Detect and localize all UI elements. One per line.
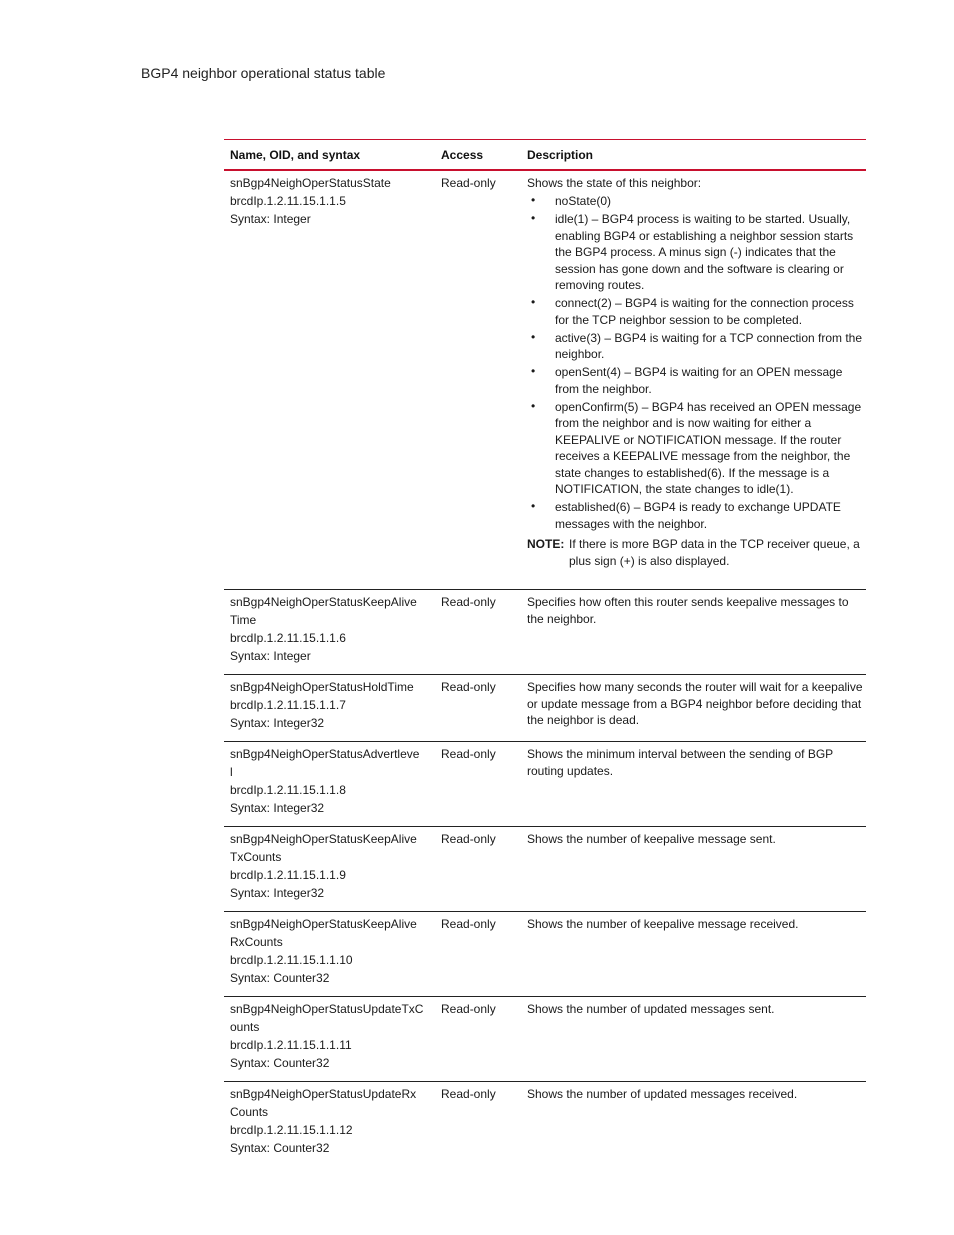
description-text: Shows the minimum interval between the sending of BGP routing updates. (527, 747, 833, 778)
cell-access: Read-only (441, 680, 496, 694)
name-line: snBgp4NeighOperStatusUpdateTxC (230, 1002, 424, 1016)
name-line: Syntax: Integer32 (230, 716, 325, 730)
name-line: ounts (230, 1020, 260, 1034)
state-list (527, 193, 864, 532)
name-line: Syntax: Counter32 (230, 971, 330, 985)
cell-name-oid-syntax (224, 675, 435, 741)
name-line: snBgp4NeighOperStatusKeepAlive (230, 917, 417, 931)
description-text: Specifies how many seconds the router will wait for a keepalive or update message from a BGP4 neighbor before deciding that the neighbor is dead. (527, 680, 863, 727)
bullet-icon: • (531, 499, 536, 513)
cell-description (521, 1082, 866, 1166)
state-list-item (527, 364, 864, 397)
state-list-text: active(3) – BGP4 is waiting for a TCP connection from the neighbor. (555, 330, 863, 361)
state-list-item (527, 211, 864, 294)
name-line: brcdIp.1.2.11.15.1.1.8 (230, 783, 346, 797)
table-row (224, 590, 866, 675)
note-label: NOTE: (527, 537, 565, 551)
state-list-text: noState(0) (555, 194, 612, 208)
state-list-text: idle(1) – BGP4 process is waiting to be started. Usually, enabling BGP4 or establishing a neighbor session starts the BGP4 process. A minus sign (-) indicates that the session has gone down and the software is clearing or removing routes. (555, 212, 854, 292)
state-list-item (527, 295, 864, 328)
table-body (224, 171, 866, 1166)
bullet-icon: • (531, 193, 536, 207)
column-header-description: Description (527, 147, 594, 162)
name-line: brcdIp.1.2.11.15.1.1.11 (230, 1038, 352, 1052)
note (527, 536, 864, 569)
table-row (224, 997, 866, 1082)
cell-description (521, 912, 866, 996)
table-row (224, 675, 866, 742)
name-line: brcdIp.1.2.11.15.1.1.5 (230, 194, 346, 208)
state-list-item (527, 330, 864, 363)
table-row (224, 827, 866, 912)
description-text: Shows the number of keepalive message received. (527, 917, 799, 931)
description-text: Shows the number of keepalive message sent. (527, 832, 776, 846)
page-header: BGP4 neighbor operational status table (141, 65, 386, 81)
cell-access: Read-only (441, 1002, 496, 1016)
state-list-text: openSent(4) – BGP4 is waiting for an OPEN message from the neighbor. (555, 365, 843, 396)
cell-access: Read-only (441, 832, 496, 846)
cell-name-oid-syntax (224, 997, 435, 1081)
name-line: Syntax: Integer (230, 212, 311, 226)
bullet-icon: • (531, 211, 536, 225)
name-line: Counts (230, 1105, 269, 1119)
cell-description (521, 590, 866, 674)
cell-name-oid-syntax (224, 171, 435, 589)
name-line: snBgp4NeighOperStatusHoldTime (230, 680, 414, 694)
cell-name-oid-syntax (224, 590, 435, 674)
name-line: Syntax: Counter32 (230, 1056, 330, 1070)
description-text: Specifies how often this router sends keepalive messages to the neighbor. (527, 595, 849, 626)
name-line: snBgp4NeighOperStatusKeepAlive (230, 832, 417, 846)
bullet-icon: • (531, 295, 536, 309)
name-line: TxCounts (230, 850, 282, 864)
table-row (224, 742, 866, 827)
cell-description (521, 827, 866, 911)
state-list-text: connect(2) – BGP4 is waiting for the connection process for the TCP neighbor session to be completed. (555, 296, 854, 327)
cell-name-oid-syntax (224, 827, 435, 911)
state-list-item (527, 499, 864, 532)
name-line: RxCounts (230, 935, 283, 949)
name-line: brcdIp.1.2.11.15.1.1.7 (230, 698, 346, 712)
name-line: brcdIp.1.2.11.15.1.1.10 (230, 953, 353, 967)
state-list-item (527, 399, 864, 498)
cell-description (521, 171, 866, 589)
name-line: Syntax: Integer32 (230, 886, 325, 900)
name-line: brcdIp.1.2.11.15.1.1.6 (230, 631, 346, 645)
description-text: Shows the state of this neighbor: (527, 176, 702, 190)
name-line: snBgp4NeighOperStatusAdvertleve (230, 747, 420, 761)
name-line: brcdIp.1.2.11.15.1.1.9 (230, 868, 346, 882)
cell-access: Read-only (441, 1087, 496, 1101)
name-line: snBgp4NeighOperStatusState (230, 176, 391, 190)
name-line: snBgp4NeighOperStatusUpdateRx (230, 1087, 417, 1101)
cell-access: Read-only (441, 176, 496, 190)
cell-name-oid-syntax (224, 912, 435, 996)
name-line: Syntax: Integer32 (230, 801, 325, 815)
column-header-name: Name, OID, and syntax (230, 147, 361, 162)
state-list-text: openConfirm(5) – BGP4 has received an OPEN message from the neighbor and is now waiting for either a KEEPALIVE or NOTIFICATION message. If the router receives a KEEPALIVE message from the neighbor, the state changes to established(6). If the message is a NOTIFICATION, the state changes to idle(1). (555, 399, 862, 496)
cell-access: Read-only (441, 917, 496, 931)
cell-name-oid-syntax (224, 1082, 435, 1166)
note-text: If there is more BGP data in the TCP receiver queue, a plus sign (+) is also displayed. (569, 537, 860, 568)
cell-description (521, 742, 866, 826)
bullet-icon: • (531, 329, 536, 344)
table-row (224, 171, 866, 590)
state-list-item (527, 193, 864, 210)
name-line: Time (230, 613, 257, 627)
table-header-row (224, 140, 866, 171)
column-header-access: Access (441, 147, 484, 162)
bullet-icon: • (531, 364, 536, 378)
cell-access: Read-only (441, 747, 496, 761)
cell-description (521, 675, 866, 741)
name-line: l (230, 765, 233, 779)
name-line: brcdIp.1.2.11.15.1.1.12 (230, 1123, 353, 1137)
name-line: Syntax: Counter32 (230, 1141, 330, 1155)
description-text: Shows the number of updated messages received. (527, 1087, 798, 1101)
cell-access: Read-only (441, 595, 496, 609)
table-row (224, 912, 866, 997)
cell-name-oid-syntax (224, 742, 435, 826)
cell-description (521, 997, 866, 1081)
bullet-icon: • (531, 398, 536, 413)
state-list-text: established(6) – BGP4 is ready to exchange UPDATE messages with the neighbor. (555, 500, 841, 531)
mib-object-table (224, 139, 866, 1166)
name-line: snBgp4NeighOperStatusKeepAlive (230, 595, 417, 609)
description-text: Shows the number of updated messages sent. (527, 1002, 775, 1016)
name-line: Syntax: Integer (230, 649, 311, 663)
table-row (224, 1082, 866, 1166)
